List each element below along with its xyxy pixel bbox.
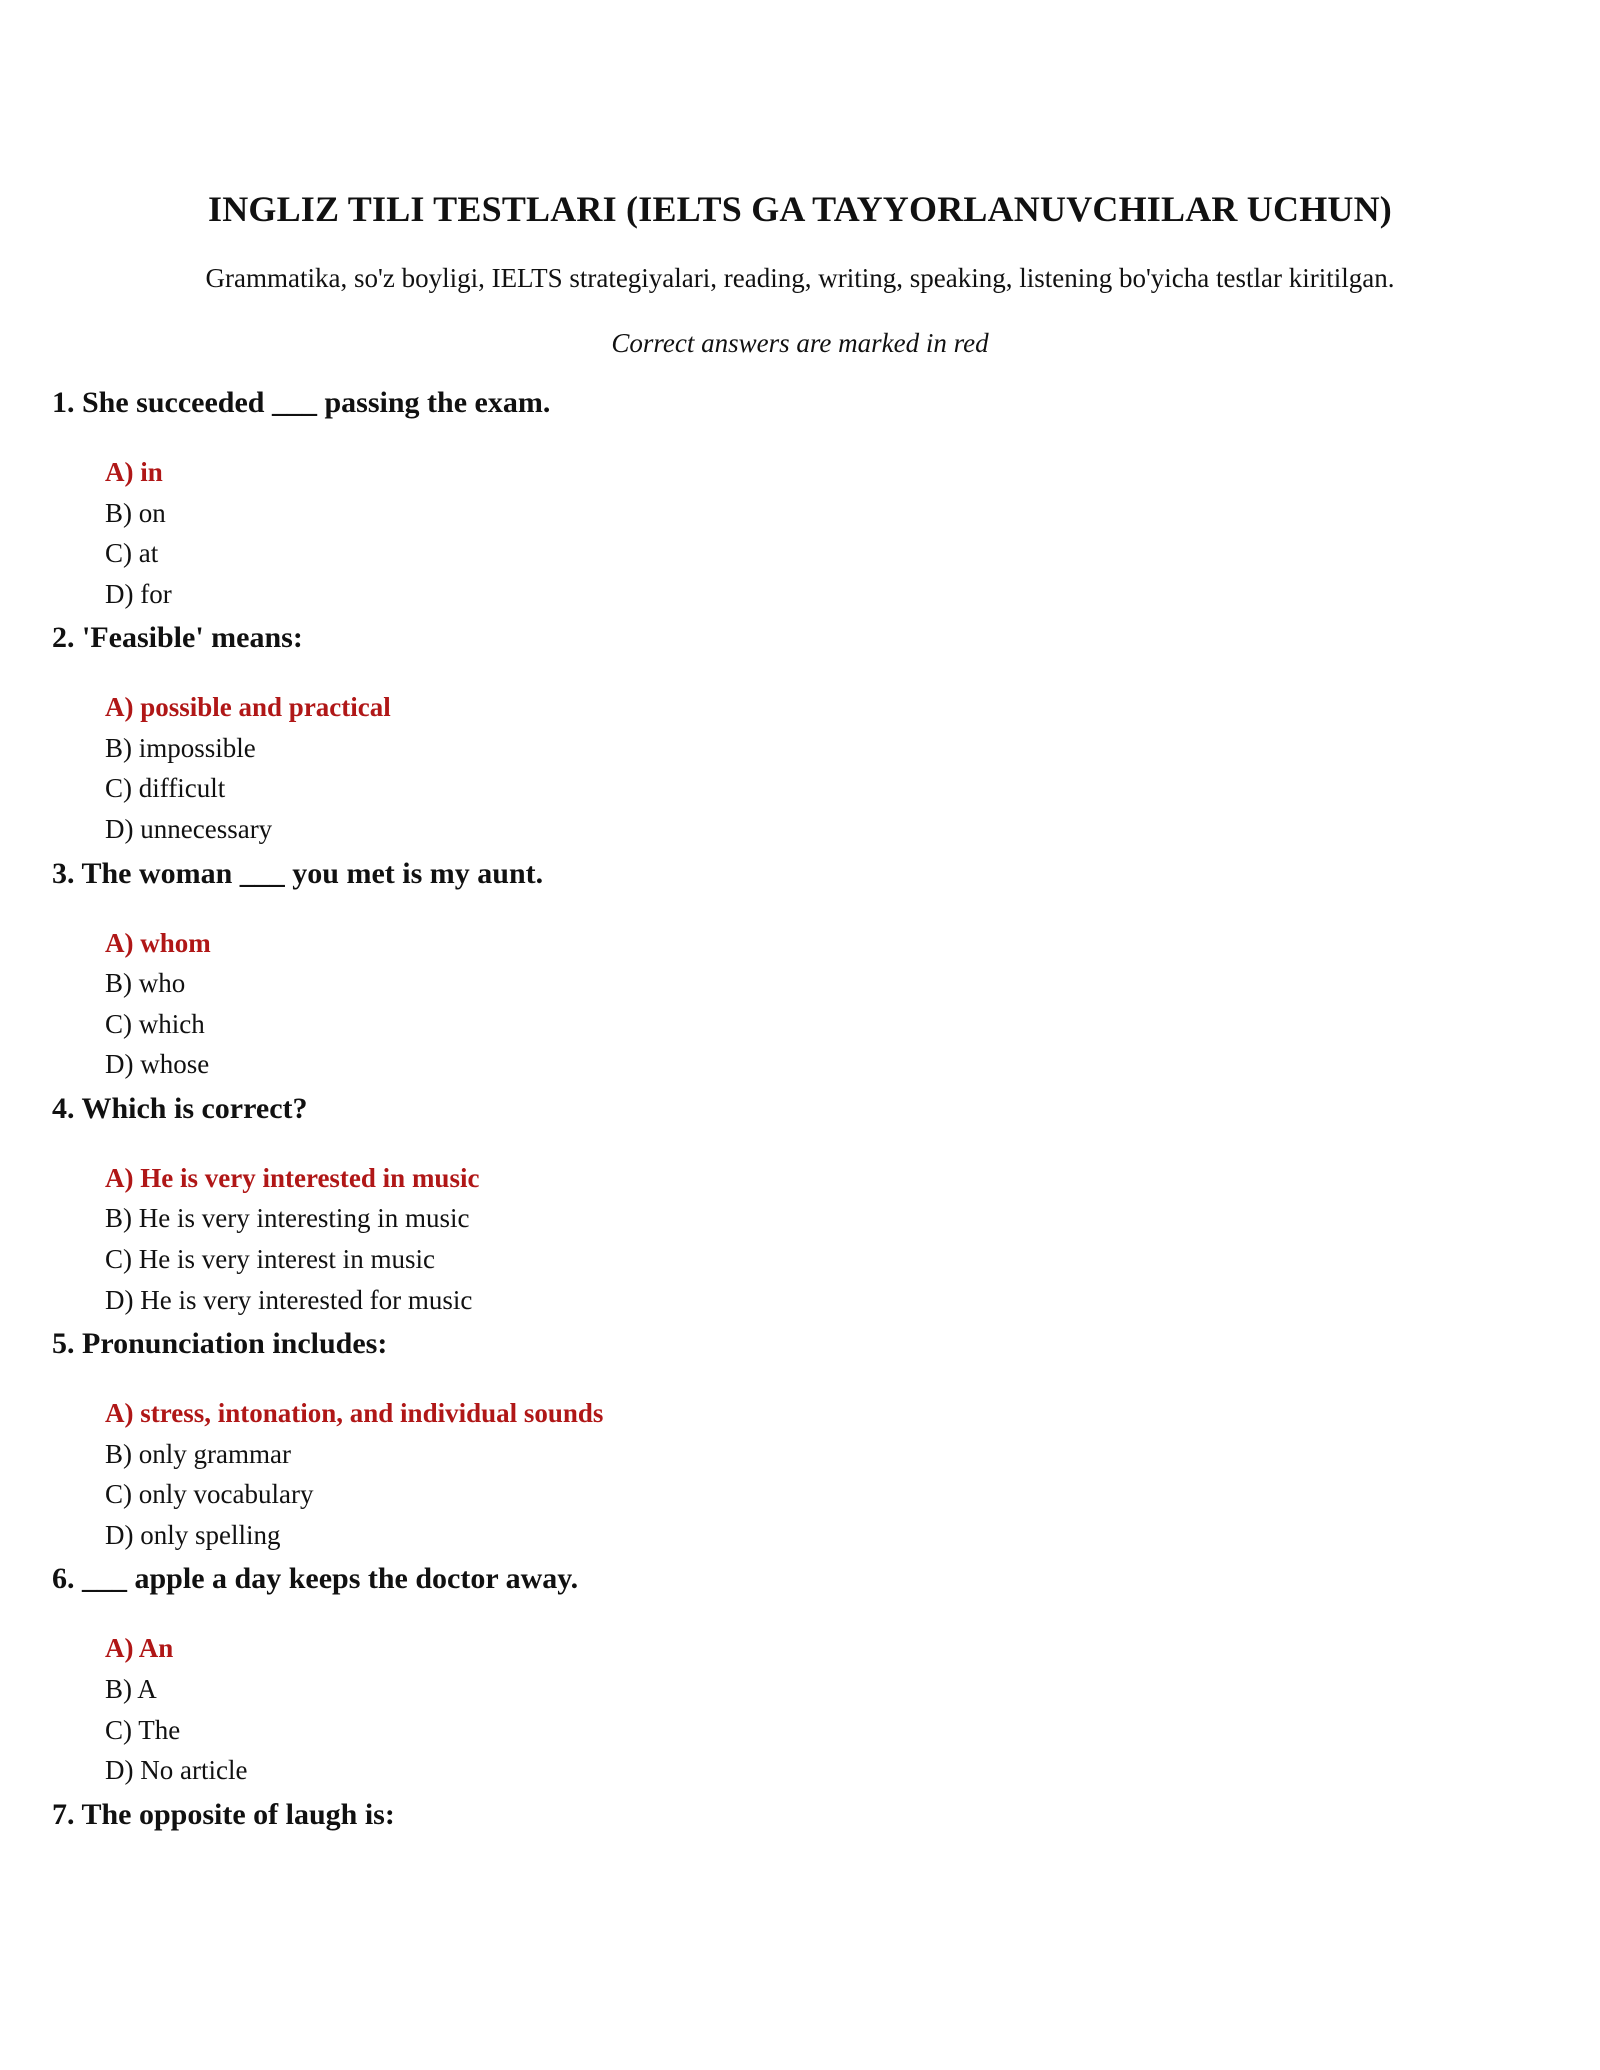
correct-answer-option: A) possible and practical (105, 692, 391, 723)
question-item (52, 618, 1552, 853)
answer-options (105, 1158, 479, 1320)
answer-option: D) He is very interested for music (105, 1284, 473, 1315)
question-text: 5. Pronunciation includes: (52, 1327, 388, 1361)
answer-option: B) on (105, 497, 166, 528)
answer-option: C) at (105, 538, 159, 569)
correct-answer-option: A) He is very interested in music (105, 1162, 480, 1193)
answer-option: C) only vocabulary (105, 1479, 314, 1510)
answer-option: C) difficult (105, 773, 226, 804)
answer-option: D) whose (105, 1049, 210, 1080)
correct-answers-note: Correct answers are marked in red (611, 328, 989, 358)
question-text: 3. The woman ___ you met is my aunt. (52, 856, 544, 890)
answer-option: B) only grammar (105, 1438, 291, 1469)
question-item (52, 1795, 1552, 2030)
answer-option: B) He is very interesting in music (105, 1203, 470, 1234)
document-subtitle: Grammatika, so'z boyligi, IELTS strategiyalari, reading, writing, speaking, listening bo'yicha testlar kiritilgan. (205, 263, 1395, 293)
answer-option: D) No article (105, 1755, 248, 1786)
correct-answer-option: A) whom (105, 927, 211, 958)
answer-option: B) A (105, 1674, 157, 1705)
answer-options (105, 923, 211, 1085)
answer-option: C) The (105, 1714, 181, 1745)
correct-answer-option: A) stress, intonation, and individual sounds (105, 1398, 604, 1429)
answer-option: C) which (105, 1008, 205, 1039)
question-item (52, 383, 1552, 618)
question-list (52, 383, 1552, 2030)
question-item (52, 1089, 1552, 1324)
answer-option: D) for (105, 578, 172, 609)
document-title: INGLIZ TILI TESTLARI (IELTS GA TAYYORLANUVCHILAR UCHUN) (207, 189, 1392, 229)
question-text: 4. Which is correct? (52, 1091, 308, 1125)
question-text: 6. ___ apple a day keeps the doctor away. (52, 1562, 579, 1596)
answer-option: B) impossible (105, 732, 256, 763)
answer-options (105, 452, 172, 614)
answer-options (105, 687, 391, 849)
answer-options (105, 1628, 247, 1790)
question-item (52, 1559, 1552, 1794)
answer-option: B) who (105, 968, 186, 999)
question-item (52, 854, 1552, 1089)
question-text: 1. She succeeded ___ passing the exam. (52, 386, 551, 419)
question-text: 7. The opposite of laugh is: (52, 1797, 395, 1831)
correct-answer-option: A) in (105, 457, 163, 487)
correct-answer-option: A) An (105, 1633, 174, 1664)
question-item (52, 1324, 1552, 1559)
answer-options (105, 1393, 603, 1555)
question-text: 2. 'Feasible' means: (52, 621, 303, 655)
answer-option: D) unnecessary (105, 814, 273, 845)
answer-option: D) only spelling (105, 1519, 281, 1550)
answer-option: C) He is very interest in music (105, 1244, 435, 1275)
